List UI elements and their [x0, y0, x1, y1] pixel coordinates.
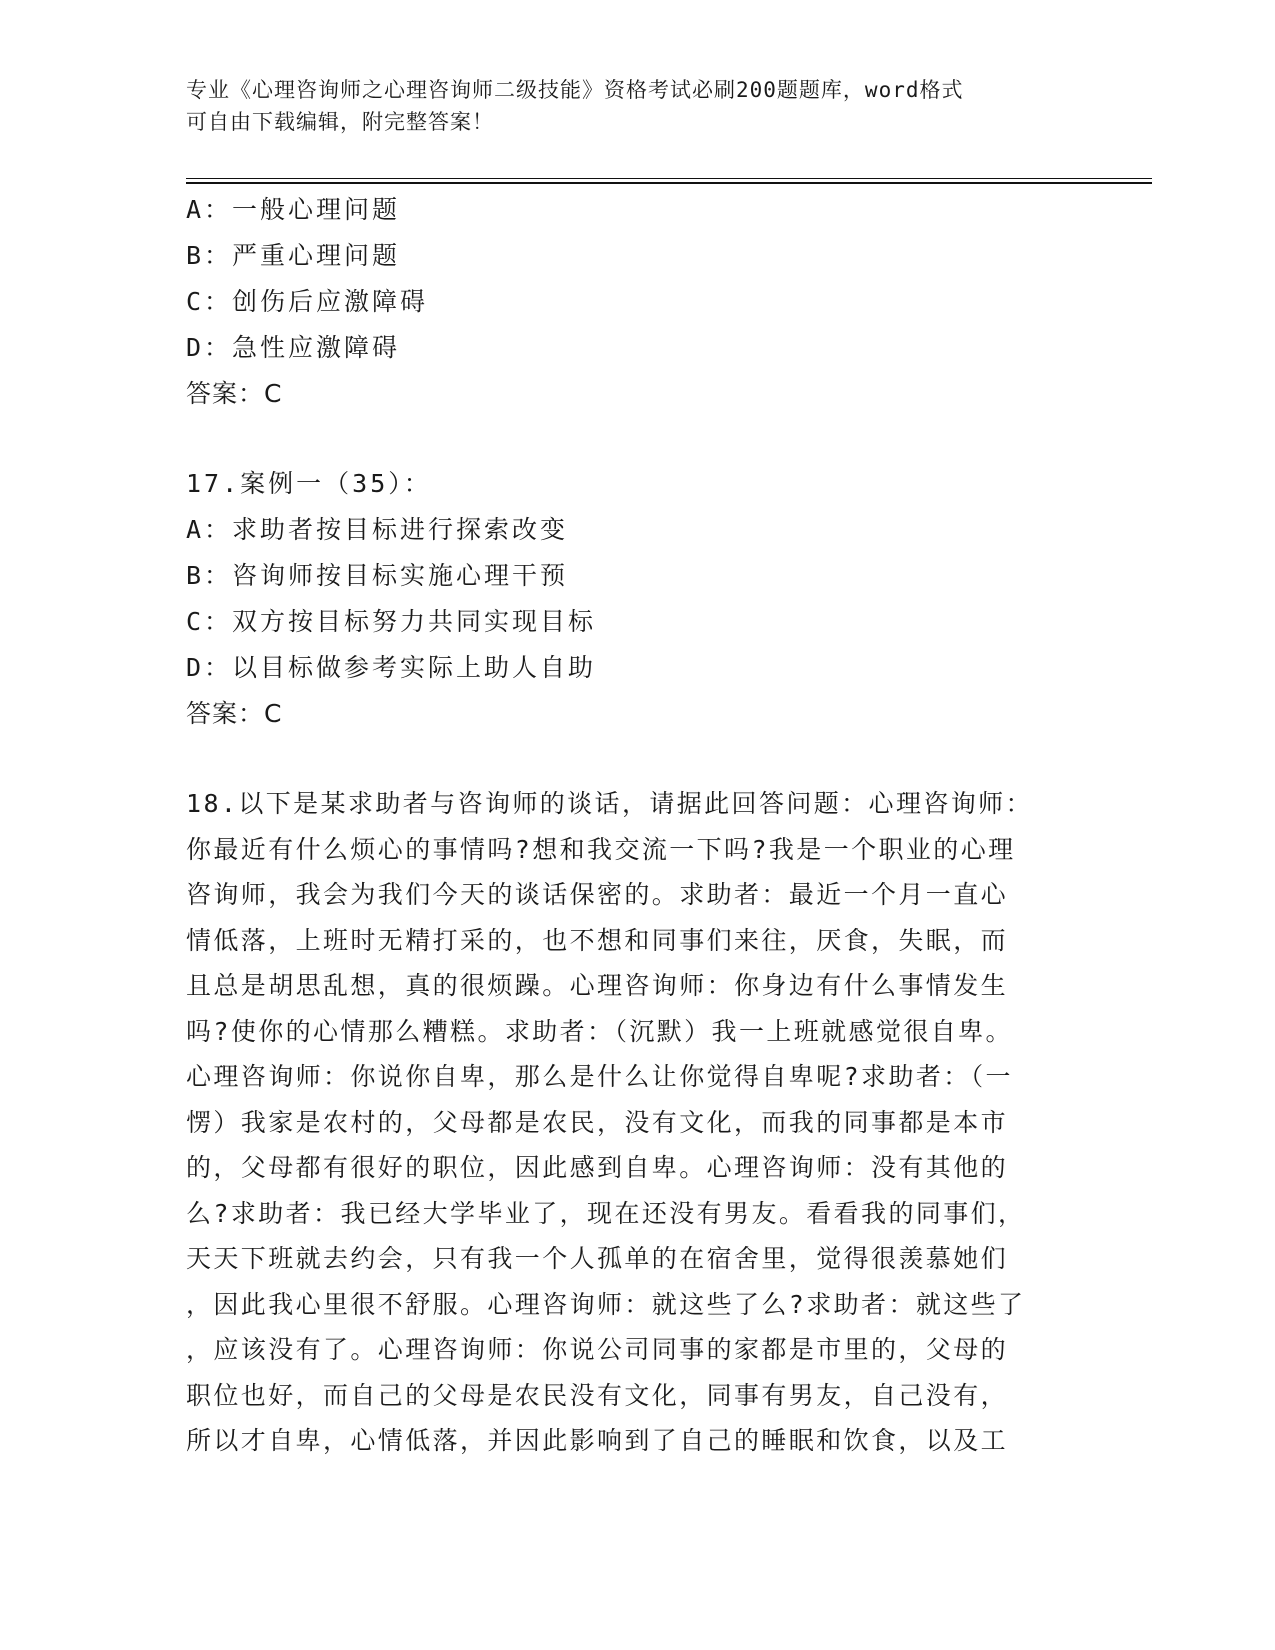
question-18-line: 愣）我家是农村的，父母都是农民，没有文化，而我的同事都是本市: [186, 1107, 1009, 1137]
question-18-line: 18.以下是某求助者与咨询师的谈话，请据此回答问题：心理咨询师：: [186, 789, 1033, 818]
spacer: [186, 417, 1066, 461]
option-a: A：求助者按目标进行探索改变: [186, 515, 569, 544]
question-18-line: 天天下班就去约会，只有我一个人孤单的在宿舍里，觉得很羡慕她们: [186, 1244, 1009, 1273]
option-c: C：创伤后应激障碍: [186, 287, 429, 316]
question-18-line: ，应该没有了。心理咨询师：你说公司同事的家都是市里的，父母的: [186, 1335, 1009, 1364]
question-16: [186, 187, 1066, 417]
question-18-line: 所以才自卑，心情低落，并因此影响到了自己的睡眠和饮食，以及工: [186, 1426, 1009, 1455]
question-18-line: 你最近有什么烦心的事情吗?想和我交流一下吗?我是一个职业的心理: [186, 834, 1016, 864]
question-18: [186, 781, 1066, 1464]
answer-line: 答案：C: [186, 699, 283, 728]
question-18-line: ，因此我心里很不舒服。心理咨询师：就这些了么?求助者：就这些了: [186, 1289, 1026, 1319]
option-c: C：双方按目标努力共同实现目标: [186, 607, 597, 636]
answer-line: 答案：C: [186, 379, 283, 408]
header-line-2: 可自由下载编辑，附完整答案！: [186, 110, 494, 134]
question-18-line: 么?求助者：我已经大学毕业了，现在还没有男友。看看我的同事们，: [186, 1198, 1026, 1228]
document-header: [186, 74, 1066, 138]
question-18-line: 职位也好，而自己的父母是农民没有文化，同事有男友，自己没有，: [186, 1380, 1009, 1410]
question-stem: 17.案例一（35）：: [186, 469, 432, 498]
question-18-line: 的，父母都有很好的职位，因此感到自卑。心理咨询师：没有其他的: [186, 1153, 1009, 1182]
header-line-1: 专业《心理咨询师之心理咨询师二级技能》资格考试必刷200题题库，word格式: [186, 78, 964, 102]
option-d: D：急性应激障碍: [186, 333, 401, 362]
question-17: [186, 461, 1066, 737]
question-18-line: 心理咨询师：你说你自卑，那么是什么让你觉得自卑呢?求助者：（一: [186, 1062, 1013, 1091]
option-b: B：咨询师按目标实施心理干预: [186, 561, 569, 590]
spacer: [186, 737, 1066, 781]
question-18-line: 且总是胡思乱想，真的很烦躁。心理咨询师：你身边有什么事情发生: [186, 971, 1009, 1000]
question-18-line: 吗?使你的心情那么糟糕。求助者：（沉默）我一上班就感觉很自卑。: [186, 1016, 1013, 1046]
document-body: [186, 187, 1066, 1464]
question-18-line: 咨询师，我会为我们今天的谈话保密的。求助者：最近一个月一直心: [186, 880, 1009, 909]
question-18-line: 情低落，上班时无精打采的，也不想和同事们来往，厌食，失眠，而: [186, 925, 1009, 955]
header-rule-thin: [186, 178, 1152, 179]
option-d: D：以目标做参考实际上助人自助: [186, 653, 597, 682]
header-rule-thick: [186, 182, 1152, 184]
option-a: A：一般心理问题: [186, 195, 401, 224]
option-b: B：严重心理问题: [186, 241, 401, 270]
